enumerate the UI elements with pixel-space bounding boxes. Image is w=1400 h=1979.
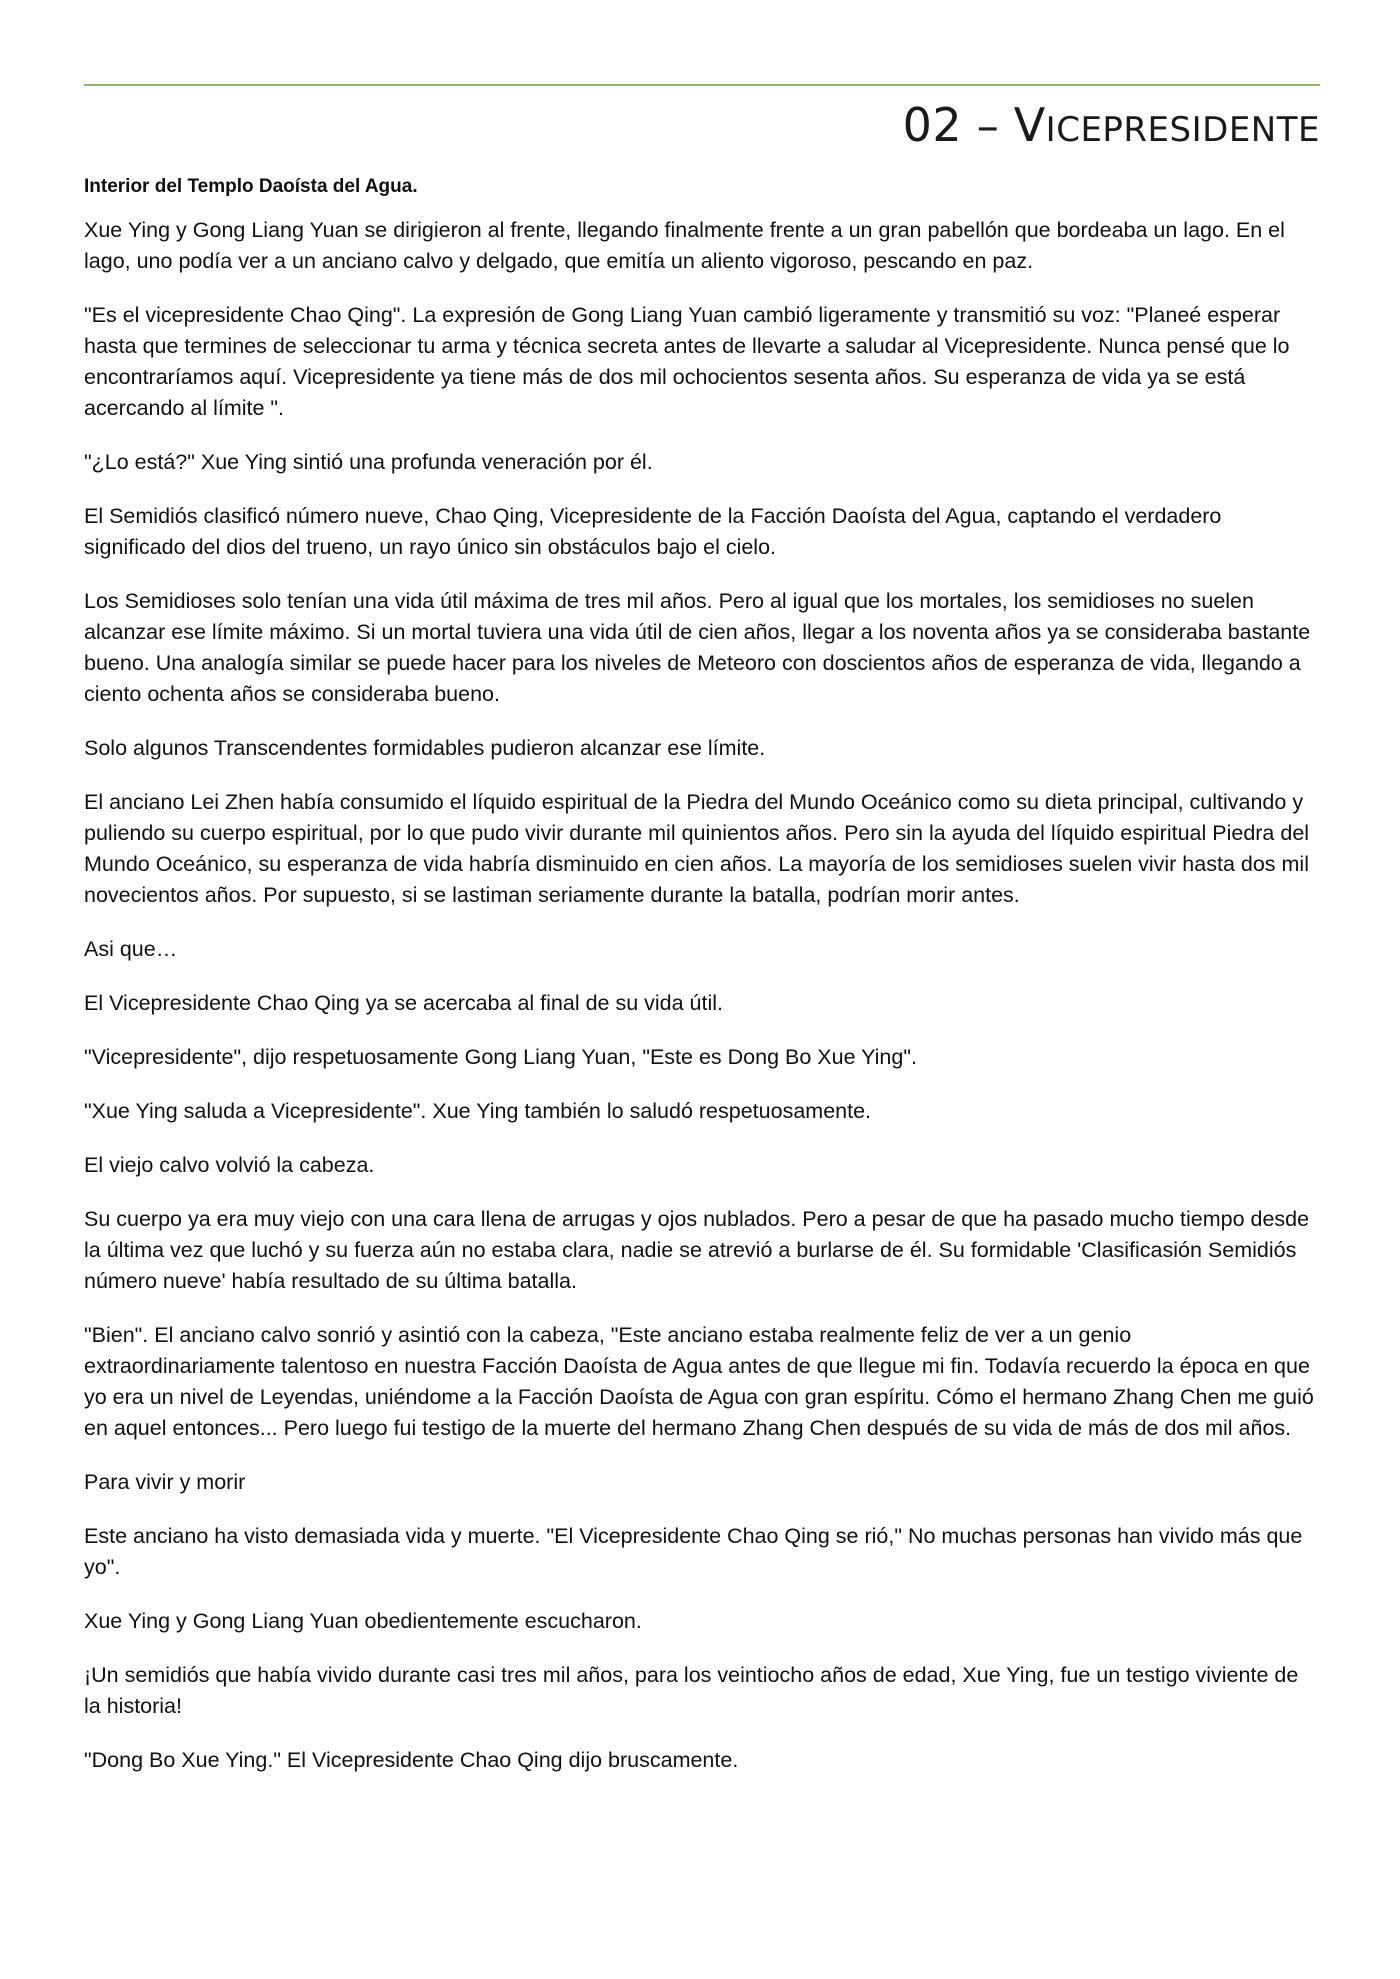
paragraph: Para vivir y morir (84, 1470, 246, 1494)
header-rule (84, 84, 1320, 86)
document-page (84, 84, 1320, 1799)
paragraph: El Semidiós clasificó número nueve, Chao Qing, Vicepresidente de la Facción Daoísta del Agua, captando el verdadero significado del dios del trueno, un rayo único sin obstáculos bajo el cielo. (84, 504, 1222, 559)
paragraph: ¡Un semidiós que había vivido durante casi tres mil años, para los veintiocho años de edad, Xue Ying, fue un testigo viviente de la historia! (84, 1663, 1299, 1718)
paragraph: "Bien". El anciano calvo sonrió y asintió con la cabeza, "Este anciano estaba realmente feliz de ver a un genio extraordinariamente talentoso en nuestra Facción Daoísta de Agua antes de que llegue mi fin. Todavía recuerdo la época en que yo era un nivel de Leyendas, uniéndome a la Facción Daoísta de Agua con gran espíritu. Cómo el hermano Zhang Chen me guió en aquel entonces... Pero luego fui testigo de la muerte del hermano Zhang Chen después de su vida de más de dos mil años. (84, 1323, 1314, 1440)
chapter-title-rest: ICEPRESIDENTE (1045, 110, 1320, 150)
paragraph: Xue Ying y Gong Liang Yuan se dirigieron al frente, llegando finalmente frente a un gran pabellón que bordeaba un lago. En el lago, uno podía ver a un anciano calvo y delgado, que emitía un aliento vigoroso, pescando en paz. (84, 218, 1285, 273)
paragraph: El viejo calvo volvió la cabeza. (84, 1153, 375, 1177)
chapter-number: 02 (902, 98, 963, 152)
chapter-dash: – (976, 101, 1000, 152)
paragraph: El anciano Lei Zhen había consumido el líquido espiritual de la Piedra del Mundo Oceánico como su dieta principal, cultivando y puliendo su cuerpo espiritual, por lo que pudo vivir durante mil quinientos años. Pero sin la ayuda del líquido espiritual Piedra del Mundo Oceánico, su esperanza de vida habría disminuido en cien años. La mayoría de los semidioses suelen vivir hasta dos mil novecientos años. Por supuesto, si se lastiman seriamente durante la batalla, podrían morir antes. (84, 790, 1310, 907)
scene-subtitle: Interior del Templo Daoísta del Agua. (84, 176, 418, 197)
chapter-title (84, 98, 1320, 157)
paragraph: "Xue Ying saluda a Vicepresidente". Xue Ying también lo saludó respetuosamente. (84, 1099, 872, 1123)
paragraph: Xue Ying y Gong Liang Yuan obedientemente escucharon. (84, 1609, 642, 1633)
body-text (84, 215, 1320, 1776)
paragraph: El Vicepresidente Chao Qing ya se acercaba al final de su vida útil. (84, 991, 724, 1015)
paragraph: Asi que… (84, 937, 178, 961)
chapter-title-initial: V (1013, 98, 1046, 152)
paragraph: "Dong Bo Xue Ying." El Vicepresidente Chao Qing dijo bruscamente. (84, 1748, 739, 1772)
paragraph: "¿Lo está?" Xue Ying sintió una profunda veneración por él. (84, 450, 653, 474)
paragraph: "Vicepresidente", dijo respetuosamente Gong Liang Yuan, "Este es Dong Bo Xue Ying". (84, 1045, 917, 1069)
paragraph: "Es el vicepresidente Chao Qing". La expresión de Gong Liang Yuan cambió ligeramente y transmitió su voz: "Planeé esperar hasta que termines de seleccionar tu arma y técnica secreta antes de llevarte a saludar al Vicepresidente. Nunca pensé que lo encontraríamos aquí. Vicepresidente ya tiene más de dos mil ochocientos sesenta años. Su esperanza de vida ya se está acercando al límite ". (84, 303, 1290, 420)
paragraph: Solo algunos Transcendentes formidables pudieron alcanzar ese límite. (84, 736, 766, 760)
paragraph: Su cuerpo ya era muy viejo con una cara llena de arrugas y ojos nublados. Pero a pesar de que ha pasado mucho tiempo desde la última vez que luchó y su fuerza aún no estaba clara, nadie se atrevió a burlarse de él. Su formidable 'Clasificasión Semidiós número nueve' había resultado de su última batalla. (84, 1207, 1310, 1293)
paragraph: Los Semidioses solo tenían una vida útil máxima de tres mil años. Pero al igual que los mortales, los semidioses no suelen alcanzar ese límite máximo. Si un mortal tuviera una vida útil de cien años, llegar a los noventa años ya se consideraba bastante bueno. Una analogía similar se puede hacer para los niveles de Meteoro con doscientos años de esperanza de vida, llegando a ciento ochenta años se consideraba bueno. (84, 589, 1311, 706)
paragraph: Este anciano ha visto demasiada vida y muerte. "El Vicepresidente Chao Qing se rió," No muchas personas han vivido más que yo". (84, 1524, 1303, 1579)
